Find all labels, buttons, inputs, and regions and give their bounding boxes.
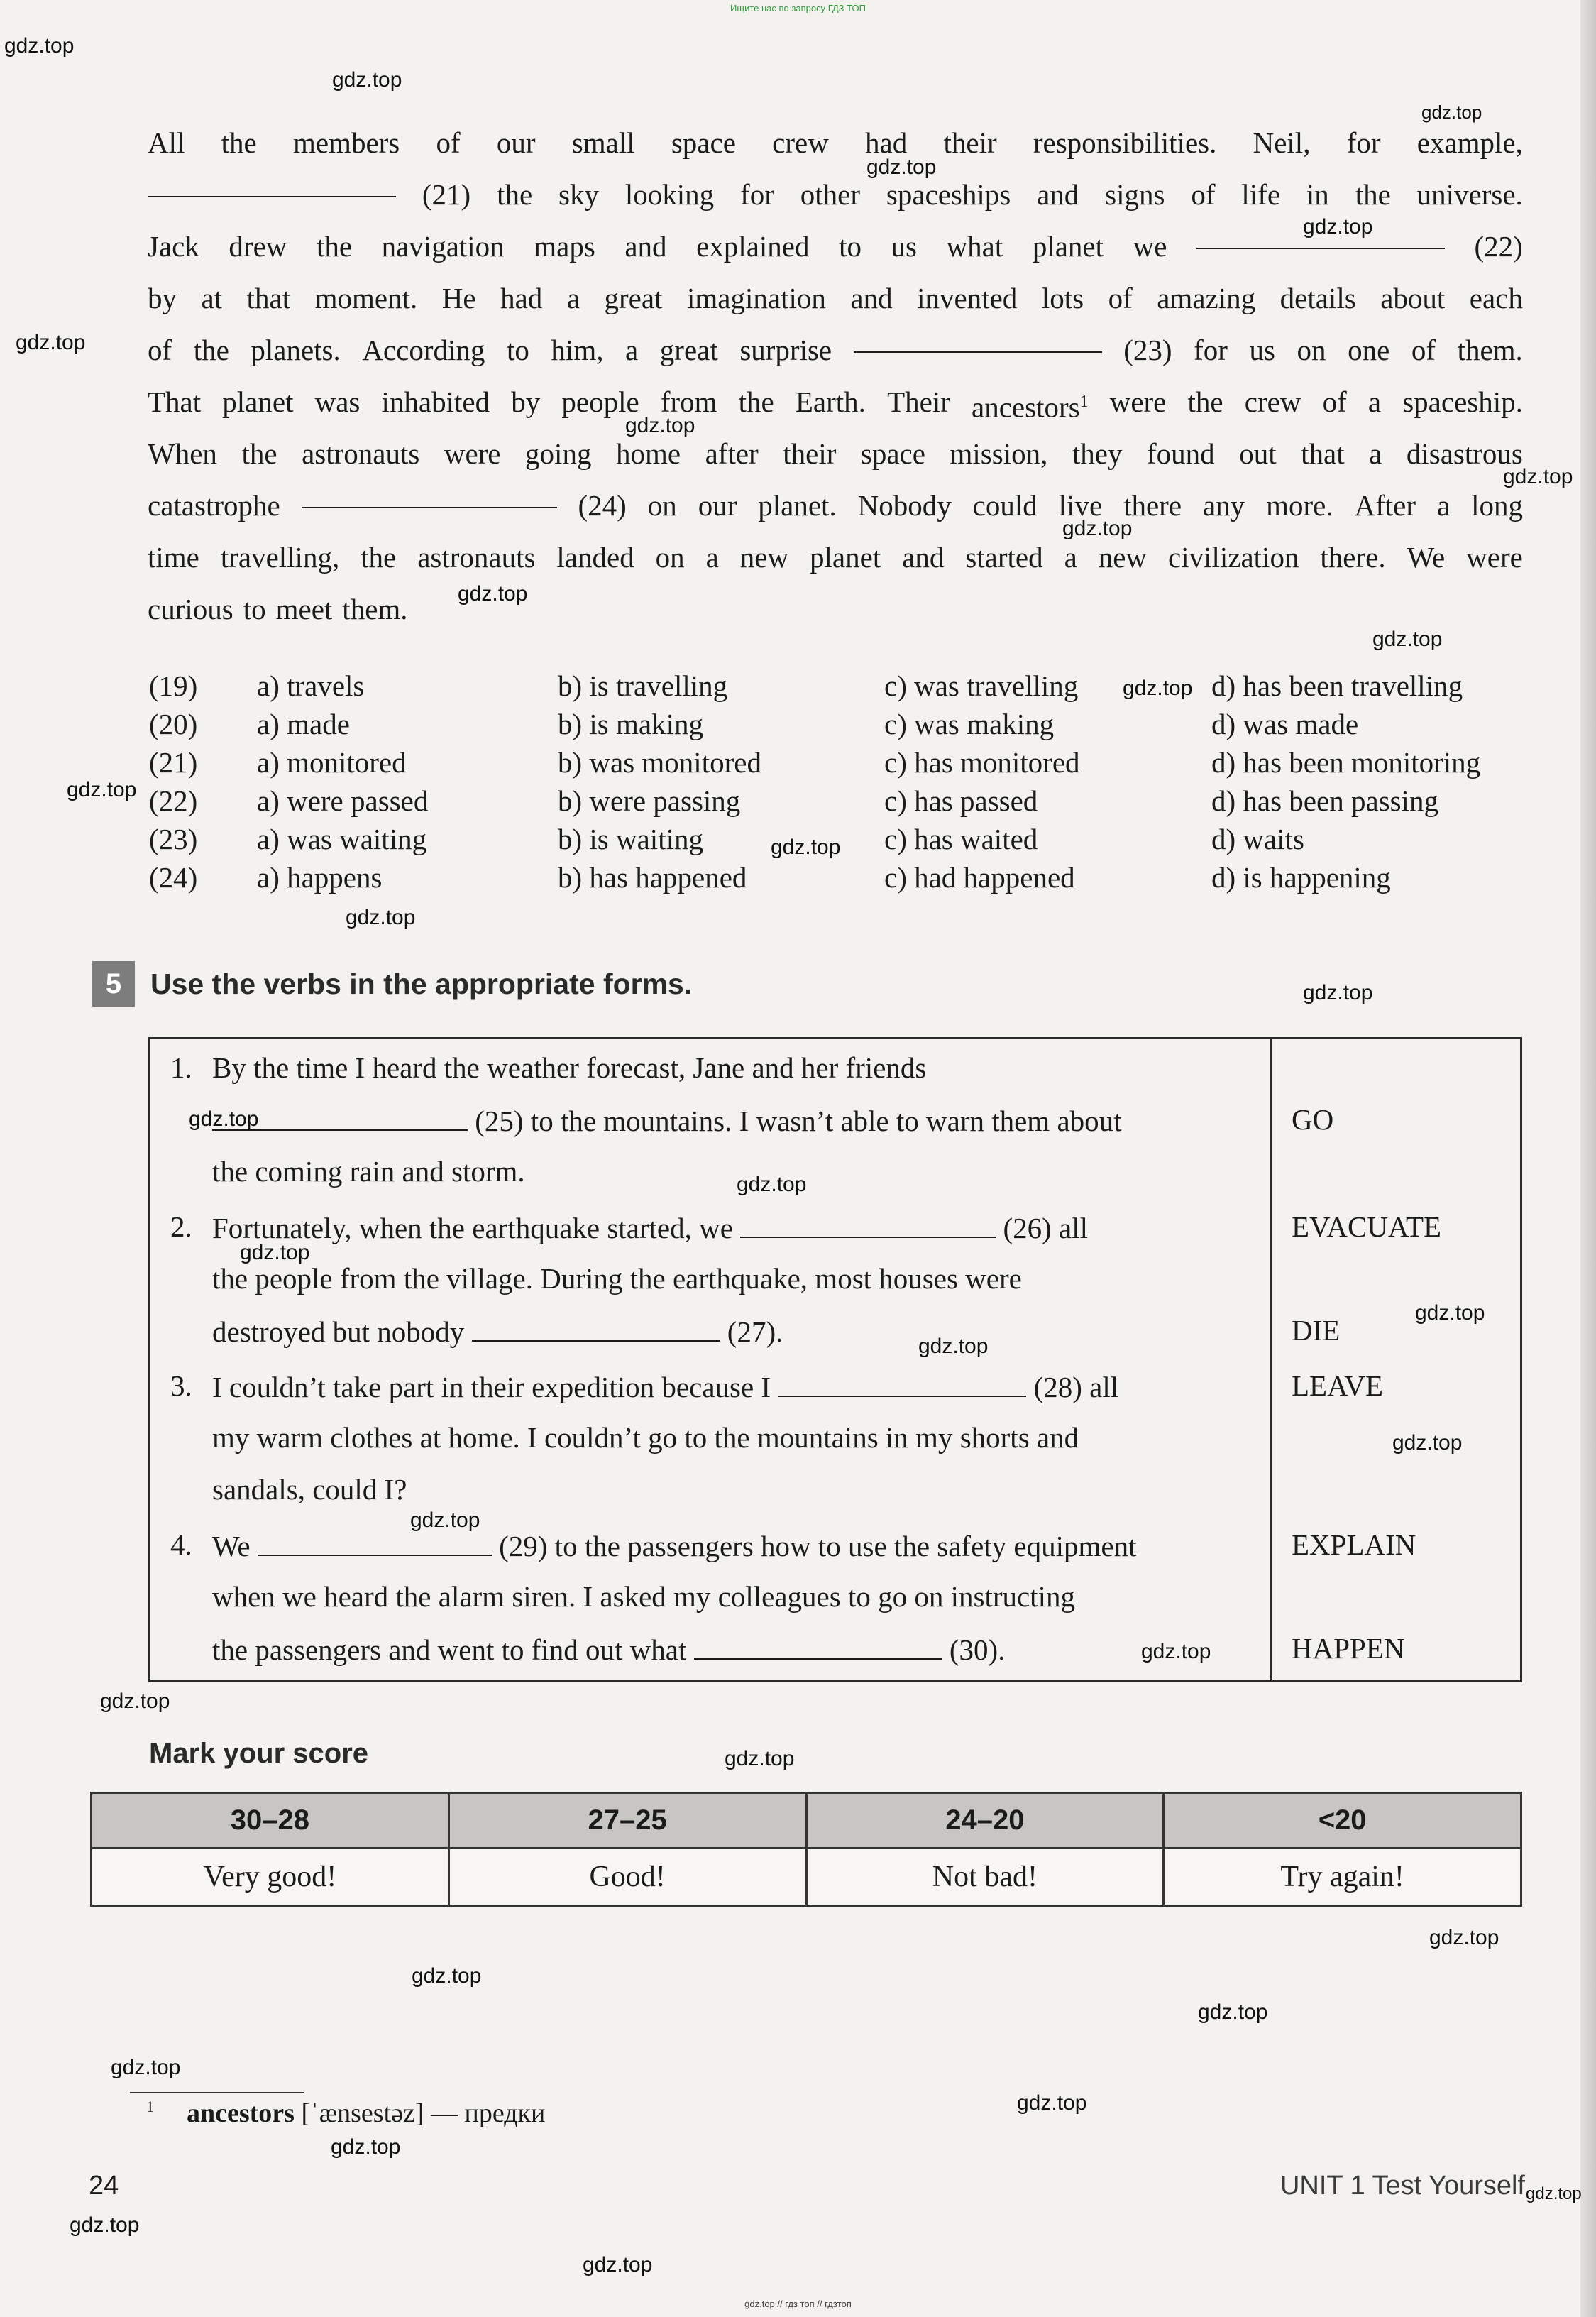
exercise-heading: [92, 959, 692, 1009]
page-number: 24: [89, 2171, 119, 2201]
passage-word: going: [525, 437, 592, 470]
passage-word: sky: [558, 178, 599, 211]
watermark: gdz.top: [70, 2213, 140, 2237]
option-b[interactable]: b) was monitored: [558, 746, 761, 779]
passage-word: to: [839, 230, 862, 263]
option-b[interactable]: b) is making: [558, 708, 703, 740]
watermark: gdz.top: [1421, 102, 1482, 123]
sentence-number: 2.: [170, 1210, 192, 1243]
passage-word: and: [624, 230, 667, 263]
watermark: gdz.top: [1526, 2184, 1582, 2203]
footnote: [146, 2098, 545, 2129]
passage-word: Their: [887, 385, 950, 418]
passage-line: [148, 117, 1523, 169]
passage-word: According: [362, 334, 485, 366]
passage-word: great: [604, 282, 663, 314]
passage-word: new: [739, 541, 789, 574]
passage-word: Nobody: [857, 489, 952, 522]
verb-cue: EVACUATE: [1292, 1210, 1442, 1243]
option-c[interactable]: c) was travelling: [884, 669, 1079, 702]
passage-word: surprise: [739, 334, 832, 366]
passage-word: imagination: [687, 282, 826, 314]
option-a[interactable]: a) monitored: [257, 746, 407, 779]
passage-line: [148, 273, 1523, 324]
passage-word: space: [671, 126, 736, 159]
sentence-text: (28) all: [1033, 1371, 1119, 1403]
watermark: gdz.top: [1123, 677, 1193, 700]
passage-word: were: [444, 437, 501, 470]
item-number: (24): [149, 861, 198, 894]
verb-cue: DIE: [1292, 1314, 1341, 1347]
option-b[interactable]: b) is waiting: [558, 823, 703, 855]
option-c[interactable]: c) had happened: [884, 861, 1075, 894]
passage-word: what: [946, 230, 1003, 263]
passage-word: the: [316, 230, 353, 263]
sentence-text: (29) to the passengers how to use the safety equipment: [499, 1530, 1137, 1562]
bottom-banner: gdz.top // гдз топ // гдзтоп: [744, 2299, 852, 2309]
running-head: UNIT 1 Test Yourself: [1279, 2171, 1525, 2201]
watermark: gdz.top: [625, 414, 695, 437]
footnote-definition: [ˈænsestəz] — предки: [294, 2098, 546, 2128]
passage-word: spaceships: [886, 178, 1011, 211]
watermark: gdz.top: [240, 1241, 310, 1264]
score-label: Very good!: [92, 1848, 449, 1906]
passage-word: were: [1109, 385, 1167, 418]
score-title: Mark your score: [149, 1738, 369, 1769]
score-range: 27–25: [448, 1793, 806, 1848]
passage-word: live: [1058, 489, 1103, 522]
sentence-text: the passengers and went to find out what: [212, 1633, 687, 1666]
answer-blank[interactable]: [854, 324, 1102, 353]
watermark: gdz.top: [111, 2056, 181, 2079]
passage-word: (22): [1474, 230, 1523, 263]
option-d[interactable]: d) has been monitoring: [1211, 746, 1481, 779]
passage-word: members: [292, 126, 400, 159]
passage-word: our: [698, 489, 737, 522]
passage-word: planet: [810, 541, 881, 574]
passage-word: of: [148, 334, 172, 366]
passage-word: in: [1306, 178, 1329, 211]
passage-word: a: [1064, 541, 1077, 574]
option-d[interactable]: d) waits: [1211, 823, 1304, 855]
passage-word: there.: [1320, 541, 1386, 574]
sentence-number: 1.: [170, 1051, 192, 1084]
verb-cue: LEAVE: [1292, 1369, 1384, 1402]
passage-word: to: [243, 593, 266, 625]
passage-word: a: [625, 334, 639, 366]
passage-word: meet: [275, 593, 333, 625]
sentence-text: the coming rain and storm.: [212, 1155, 525, 1188]
passage-word: moment.: [314, 282, 418, 314]
passage-word: spaceship.: [1402, 385, 1523, 418]
passage-word: drew: [229, 230, 287, 263]
passage-word: more.: [1266, 489, 1333, 522]
watermark: gdz.top: [737, 1173, 807, 1196]
passage-word: out: [1239, 437, 1277, 470]
passage-word: home: [615, 437, 681, 470]
item-number: (22): [149, 784, 198, 817]
passage-word: time: [148, 541, 199, 574]
passage-word: new: [1098, 541, 1148, 574]
answer-blank[interactable]: [740, 1210, 996, 1238]
watermark: gdz.top: [346, 906, 416, 929]
passage-word: on: [647, 489, 677, 522]
passage-word: disastrous: [1406, 437, 1523, 470]
option-a[interactable]: a) were passed: [257, 784, 429, 817]
passage-word: All: [148, 126, 185, 159]
sentence-text: (26) all: [1003, 1212, 1088, 1244]
option-c[interactable]: c) has waited: [884, 823, 1038, 855]
score-range: 24–20: [806, 1793, 1164, 1848]
watermark: gdz.top: [412, 1964, 482, 1988]
option-b[interactable]: b) were passing: [558, 784, 741, 817]
passage-word: them.: [342, 593, 408, 625]
passage-word: the: [1355, 178, 1391, 211]
option-c[interactable]: c) was making: [884, 708, 1055, 740]
exercise-instruction: Use the verbs in the appropriate forms.: [150, 967, 693, 1000]
verb-cue: GO: [1292, 1103, 1334, 1136]
answer-blank[interactable]: [472, 1313, 720, 1342]
passage-word: great: [659, 334, 718, 366]
passage-word: the: [193, 334, 229, 366]
answer-blank[interactable]: [148, 169, 396, 197]
passage-word: for: [740, 178, 774, 211]
verb-forms-table: [148, 1037, 1522, 1682]
score-label: Good!: [448, 1848, 806, 1906]
score-label: Not bad!: [806, 1848, 1164, 1906]
passage-word: of: [1411, 334, 1436, 366]
watermark: gdz.top: [771, 836, 841, 859]
reading-passage: [148, 117, 1523, 635]
passage-word: crew: [1244, 385, 1301, 418]
passage-word: signs: [1105, 178, 1165, 211]
footnote-reference: 1: [1079, 393, 1089, 411]
passage-word: each: [1469, 282, 1523, 314]
passage-word: That: [148, 385, 202, 418]
watermark: gdz.top: [1503, 465, 1573, 488]
passage-word: a: [566, 282, 580, 314]
passage-word: their: [943, 126, 997, 159]
passage-word: maps: [534, 230, 595, 263]
passage-word: He: [441, 282, 476, 314]
sentence-text: (30).: [949, 1633, 1006, 1666]
passage-line: [148, 480, 1523, 532]
passage-word: that: [1301, 437, 1345, 470]
passage-word: small: [571, 126, 635, 159]
passage-word: a: [1369, 437, 1382, 470]
passage-word: long: [1471, 489, 1523, 522]
passage-word: looking: [624, 178, 715, 211]
passage-word: of: [1108, 282, 1133, 314]
passage-word: they: [1072, 437, 1123, 470]
passage-word: of: [1322, 385, 1347, 418]
page-edge-shadow: [1580, 0, 1596, 2317]
passage-word: curious: [148, 593, 233, 625]
watermark: gdz.top: [1415, 1301, 1485, 1325]
passage-line: [148, 532, 1523, 584]
passage-word: was: [314, 385, 361, 418]
passage-word: a: [1436, 489, 1451, 522]
answer-blank[interactable]: [694, 1631, 942, 1660]
passage-line: [148, 428, 1523, 480]
passage-word: and: [902, 541, 945, 574]
passage-word: astronauts: [417, 541, 536, 574]
passage-word: at: [201, 282, 223, 314]
passage-word: about: [1380, 282, 1446, 314]
answer-blank[interactable]: [778, 1369, 1026, 1397]
option-a[interactable]: a) happens: [257, 861, 383, 894]
passage-word: us: [1249, 334, 1275, 366]
passage-word: after: [705, 437, 759, 470]
passage-word: on: [655, 541, 685, 574]
watermark: gdz.top: [725, 1747, 795, 1770]
watermark: gdz.top: [4, 34, 75, 57]
watermark: gdz.top: [100, 1689, 170, 1713]
item-number: (21): [149, 746, 198, 779]
passage-word: on: [1297, 334, 1326, 366]
sentence-text: I couldn’t take part in their expedition because I: [212, 1371, 771, 1403]
option-d[interactable]: d) has been passing: [1211, 784, 1438, 817]
passage-word: had: [865, 126, 908, 159]
passage-word: planet: [1032, 230, 1104, 263]
passage-word: (24): [578, 489, 627, 522]
passage-word: invented: [917, 282, 1018, 314]
passage-word: the: [497, 178, 533, 211]
passage-word: catastrophe: [148, 489, 280, 522]
option-a[interactable]: a) made: [257, 708, 350, 740]
passage-word: navigation: [381, 230, 505, 263]
passage-word: Neil,: [1253, 126, 1311, 159]
passage-word: started: [965, 541, 1043, 574]
watermark: gdz.top: [410, 1508, 480, 1532]
sentence-number: 4.: [170, 1528, 192, 1561]
passage-line: [148, 376, 1523, 428]
passage-word: After: [1354, 489, 1416, 522]
option-b[interactable]: b) has happened: [558, 861, 747, 894]
passage-word: other: [800, 178, 860, 211]
passage-word: people: [561, 385, 639, 418]
sentence-text: Fortunately, when the earthquake started, we: [212, 1212, 733, 1244]
watermark: gdz.top: [918, 1335, 989, 1358]
passage-word: that: [246, 282, 291, 314]
passage-word: found: [1147, 437, 1215, 470]
option-a[interactable]: a) travels: [257, 669, 365, 702]
passage-line: [148, 324, 1523, 376]
passage-word: a: [1367, 385, 1382, 418]
passage-word: from: [660, 385, 717, 418]
passage-word: there: [1123, 489, 1182, 522]
option-d[interactable]: d) is happening: [1211, 861, 1391, 894]
passage-word: civilization: [1168, 541, 1299, 574]
passage-word: could: [972, 489, 1038, 522]
passage-word: for: [1346, 126, 1381, 159]
watermark: gdz.top: [1198, 2000, 1268, 2024]
passage-word: planets.: [251, 334, 341, 366]
passage-word: crew: [772, 126, 829, 159]
item-number: (19): [149, 669, 198, 702]
watermark: gdz.top: [866, 155, 937, 179]
passage-word: space: [860, 437, 925, 470]
passage-word: and: [1037, 178, 1079, 211]
watermark: gdz.top: [16, 331, 86, 354]
passage-word: for: [1194, 334, 1228, 366]
watermark: gdz.top: [1141, 1640, 1211, 1663]
watermark: gdz.top: [1429, 1926, 1499, 1949]
passage-word: planet.: [758, 489, 837, 522]
footnote-word: ancestors: [187, 2098, 295, 2128]
sentence-text: destroyed but nobody: [212, 1315, 465, 1348]
score-table: [90, 1792, 1522, 1907]
watermark: gdz.top: [1392, 1431, 1463, 1455]
passage-word: of: [1191, 178, 1216, 211]
sentence-text: We: [212, 1530, 251, 1562]
passage-word: the: [241, 437, 277, 470]
passage-word: the: [1187, 385, 1223, 418]
passage-word: example,: [1416, 126, 1523, 159]
watermark: gdz.top: [189, 1107, 259, 1131]
passage-word: responsibilities.: [1033, 126, 1217, 159]
footnote-rule: [130, 2092, 304, 2093]
passage-word: we: [1133, 230, 1167, 263]
option-d[interactable]: d) was made: [1211, 708, 1359, 740]
footnote-mark: 1: [146, 2098, 154, 2116]
passage-word: (23): [1123, 334, 1172, 366]
passage-word: the: [738, 385, 774, 418]
answer-blank[interactable]: [212, 1102, 468, 1131]
watermark: gdz.top: [1062, 517, 1133, 540]
watermark: gdz.top: [1303, 981, 1373, 1004]
watermark: gdz.top: [1372, 628, 1443, 651]
sentence-text: my warm clothes at home. I couldn’t go to the mountains in my shorts and: [212, 1421, 1079, 1454]
passage-word: mission,: [950, 437, 1048, 470]
column-divider: [1270, 1039, 1272, 1680]
passage-word: Jack: [148, 230, 199, 263]
sentence-text: By the time I heard the weather forecast, Jane and her friends: [212, 1051, 927, 1084]
passage-word: We: [1407, 541, 1446, 574]
option-c[interactable]: c) has monitored: [884, 746, 1080, 779]
sentence-text: (25) to the mountains. I wasn’t able to warn them about: [475, 1105, 1122, 1137]
item-number: (20): [149, 708, 198, 740]
passage-word: travelling,: [220, 541, 340, 574]
score-range: <20: [1164, 1793, 1521, 1848]
passage-word: details: [1279, 282, 1356, 314]
top-banner: Ищите нас по запросу ГДЗ ТОП: [730, 3, 866, 13]
score-range: 30–28: [92, 1793, 449, 1848]
passage-word: amazing: [1157, 282, 1256, 314]
passage-word: had: [500, 282, 543, 314]
watermark: gdz.top: [1017, 2091, 1087, 2115]
passage-word: their: [783, 437, 837, 470]
passage-word: our: [496, 126, 536, 159]
sentence-text: when we heard the alarm siren. I asked my colleagues to go on instructing: [212, 1580, 1075, 1613]
passage-word: planet: [222, 385, 294, 418]
passage-word: by: [148, 282, 177, 314]
passage-word: and: [850, 282, 893, 314]
sentence-number: 3.: [170, 1369, 192, 1402]
passage-word: landed: [556, 541, 634, 574]
passage-word: by: [511, 385, 541, 418]
sentence-text: the people from the village. During the earthquake, most houses were: [212, 1262, 1022, 1295]
verb-cue: HAPPEN: [1292, 1632, 1405, 1665]
passage-word: the: [361, 541, 397, 574]
watermark: gdz.top: [583, 2253, 653, 2277]
passage-word: the: [221, 126, 257, 159]
passage-word: lots: [1041, 282, 1084, 314]
answer-blank[interactable]: [258, 1528, 492, 1556]
sentence-text: sandals, could I?: [212, 1473, 407, 1506]
passage-word: inhabited: [381, 385, 490, 418]
watermark: gdz.top: [332, 68, 402, 92]
score-label: Try again!: [1164, 1848, 1521, 1906]
answer-blank[interactable]: [302, 480, 557, 508]
option-d[interactable]: d) has been travelling: [1211, 669, 1463, 702]
passage-word: one: [1348, 334, 1390, 366]
watermark: gdz.top: [331, 2135, 401, 2159]
passage-word: astronauts: [302, 437, 420, 470]
passage-word: life: [1241, 178, 1281, 211]
option-c[interactable]: c) has passed: [884, 784, 1038, 817]
passage-word: them.: [1457, 334, 1523, 366]
passage-word: When: [148, 437, 217, 470]
passage-word: were: [1466, 541, 1523, 574]
passage-line: [148, 221, 1523, 273]
watermark: gdz.top: [67, 778, 137, 801]
watermark: gdz.top: [1303, 215, 1373, 239]
passage-word: ancestors$^1$: [972, 390, 1089, 424]
option-b[interactable]: b) is travelling: [558, 669, 728, 702]
sentence-text: (27).: [727, 1315, 783, 1348]
passage-word: Earth.: [795, 385, 866, 418]
answer-blank[interactable]: [1196, 221, 1445, 249]
item-number: (23): [149, 823, 198, 855]
passage-word: of: [436, 126, 461, 159]
passage-word: explained: [696, 230, 810, 263]
watermark: gdz.top: [458, 582, 528, 606]
option-a[interactable]: a) was waiting: [257, 823, 427, 855]
passage-word: us: [891, 230, 918, 263]
passage-word: a: [705, 541, 719, 574]
exercise-number-badge: 5: [92, 961, 135, 1007]
passage-word: any: [1202, 489, 1245, 522]
passage-word: to: [506, 334, 529, 366]
passage-line: [148, 584, 1523, 635]
passage-word: him,: [551, 334, 604, 366]
passage-line: [148, 169, 1523, 221]
passage-word: (21): [422, 178, 471, 211]
verb-cue: EXPLAIN: [1292, 1528, 1416, 1561]
passage-word: universe.: [1416, 178, 1523, 211]
